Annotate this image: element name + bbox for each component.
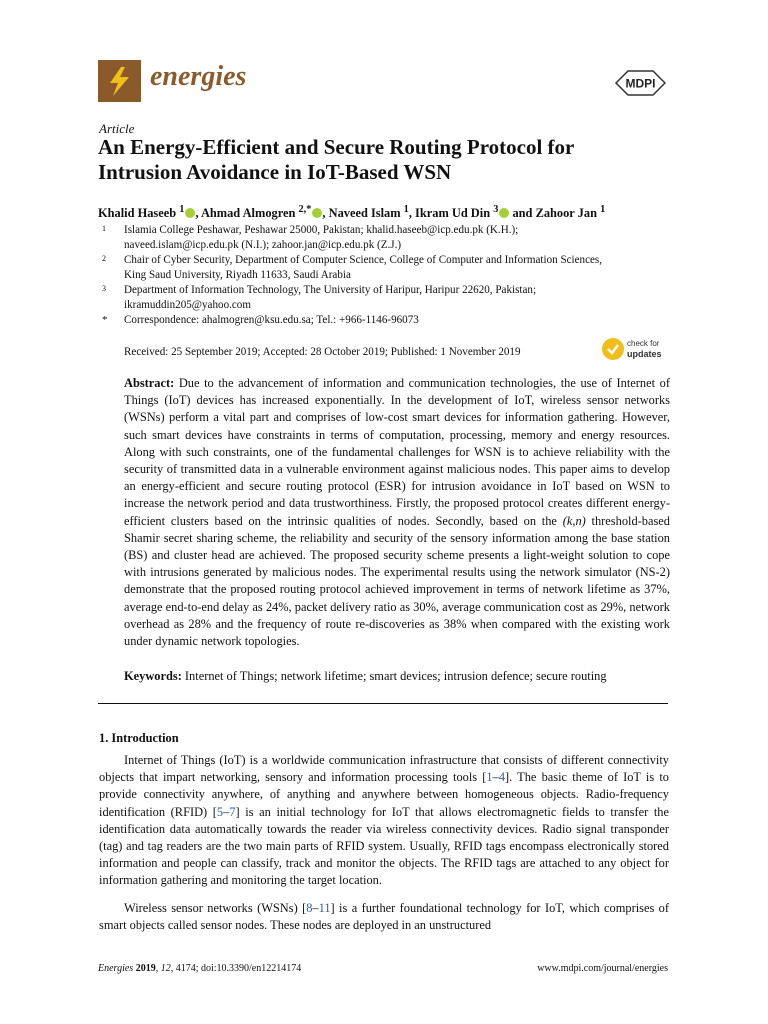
citation-link[interactable]: 1 [486, 770, 493, 785]
author-separator: , [195, 206, 201, 221]
citation-link[interactable]: 8 [306, 901, 313, 915]
citation-link[interactable]: 7 [229, 804, 236, 819]
abstract-kn: (k,n) [562, 513, 586, 528]
correspondence-line: Correspondence: ahalmogren@ksu.edu.sa; Tel.: +966-1146-96073 [124, 314, 419, 326]
footer-doi[interactable]: , 4174; doi:10.3390/en12214174 [170, 963, 302, 974]
affiliation-item [99, 223, 679, 253]
affiliation-line: naveed.islam@icp.edu.pk (N.I.); zahoor.jan@icp.edu.pk (Z.J.) [124, 239, 402, 251]
citation-link[interactable]: 5 [216, 804, 224, 819]
footer-volume: 12 [160, 963, 171, 974]
correspondence-marker: * [102, 314, 108, 326]
author-list [98, 202, 678, 221]
author-name: Naveed Islam [328, 206, 401, 221]
check-updates-line2: updates [627, 349, 662, 359]
affiliation-line: Islamia College Peshawar, Peshawar 25000, Pakistan; khalid.haseeb@icp.edu.pk (K.H.); [124, 224, 519, 236]
check-updates-line1: check for [627, 339, 660, 348]
footer-journal-url[interactable]: www.mdpi.com/journal/energies [537, 963, 668, 974]
author-name: Zahoor Jan [535, 206, 597, 221]
author-name: Ahmad Almogren [200, 206, 296, 221]
affiliation-number: 1 [102, 224, 106, 233]
publisher-name: MDPI [625, 76, 656, 91]
citation-dash: – [312, 901, 319, 915]
abstract [124, 375, 670, 650]
abstract-text-cont: threshold-based Shamir secret sharing scheme, the reliability and security of the sensory information among the base station (BS) and cluster head are achieved. The proposed security scheme presents a light-weight solution to cope with intrusions generated by malicious nodes. The experimental results using the network simulator (NS-2) demonstrate that the proposed routing protocol achieved improvement in terms of network lifetime as 37%, average end-to-end delay as 24%, packet delivery ratio as 30%, average communication cost as 29%, network overhead as 28% and the frequency of route re-discoveries as 38% when compared with the existing work under dynamic network topologies. [124, 513, 670, 649]
article-type: Article [99, 121, 135, 136]
affiliation-line: Department of Information Technology, The University of Haripur, Haripur 22620, Pakistan; [124, 284, 537, 296]
affiliation-line: King Saud University, Riyadh 11633, Saudi Arabia [124, 269, 351, 281]
paragraph-text: ] is a further foundational technology for IoT, which comprises of smart objects called sensor nodes. These nodes are deployed in an unstructured [99, 901, 669, 933]
footer-citation: Energies 2019, 12, 4174; doi:10.3390/en12214174 [98, 963, 302, 974]
orcid-icon[interactable] [185, 208, 195, 218]
author-name: Khalid Haseeb [98, 206, 177, 221]
affiliation-number: 3 [102, 284, 106, 293]
citation-dash: – [223, 804, 230, 819]
affiliations [99, 223, 679, 328]
section-heading: 1. Introduction [99, 731, 179, 745]
author-affil: 3 [493, 204, 499, 215]
author-separator: , [408, 206, 416, 221]
author-affil: 1 [600, 204, 606, 215]
affiliation-item [99, 283, 679, 313]
intro-paragraph-1 [99, 752, 669, 890]
check-updates-icon [602, 338, 624, 360]
title-line: An Energy-Efficient and Secure Routing Protocol for [98, 135, 575, 159]
paragraph-text: ]. The basic theme of IoT is to provide connectivity anywhere, of anything and anywhere between homogeneous objects. Radio-frequency identification (RFID) [ [99, 770, 669, 819]
intro-paragraph-2 [99, 900, 669, 934]
abstract-label: Abstract: [124, 376, 175, 390]
citation-link[interactable]: 11 [318, 901, 331, 915]
footer-journal: Energies [98, 963, 134, 974]
affiliation-line: ikramuddin205@yahoo.com [124, 299, 251, 311]
orcid-icon[interactable] [312, 208, 322, 218]
paragraph-text: Internet of Things (IoT) is a worldwide communication infrastructure that consists of different connectivity objects that impart networking, sensory and information processing tools [ [99, 753, 669, 785]
author-name: Ikram Ud Din [415, 206, 491, 221]
author-separator: and [509, 206, 536, 221]
footer-year: 2019 [135, 963, 156, 974]
correspondence-item [99, 313, 679, 328]
keywords [124, 668, 670, 685]
paragraph-text: ] is an initial technology for IoT that allows electromagnetic fields to transfer the identification data automatically towards the reader via wireless connectivity devices. Radio signal transponder (tag) and tag readers are the two main parts of RFID system. Usually, RFID tags encompass electronically stored information and people can classify, track and monitor the objects. The RFID tags are attached to any object for information gathering and monitoring the target location. [99, 804, 669, 888]
journal-name[interactable]: energies [150, 61, 247, 92]
affiliation-number: 2 [102, 254, 106, 263]
author-affil: 1 [403, 204, 409, 215]
affiliation-item [99, 253, 679, 283]
orcid-icon[interactable] [499, 208, 509, 218]
author-affil: 1 [179, 204, 185, 215]
citation-dash: – [492, 770, 499, 785]
publication-dates: Received: 25 September 2019; Accepted: 28 October 2019; Published: 1 November 2019 [124, 346, 521, 358]
abstract-text: Due to the advancement of information and communication technologies, the use of Internet of Things (IoT) devices has increased exponentially. In the development of IoT, wireless sensor networks (WSNs) perform a vital part and comprises of low-cost smart devices for information gathering. However, such smart devices have constraints in terms of computation, processing, memory and energy resources. Along with such constraints, one of the fundamental challenges for WSN is to achieve reliability with the security of transmitted data in a vulnerable environment against malicious nodes. This paper aims to develop an energy-efficient and secure routing protocol (ESR) for intrusion avoidance in IoT based on WSN to increase the network period and data trustworthiness. Firstly, the proposed protocol creates different energy-efficient clusters based on the intrinsic qualities of nodes. Secondly, based on the [124, 376, 670, 528]
author-affil: 2,* [298, 204, 312, 215]
journal-logo [98, 60, 141, 102]
keywords-label: Keywords: [124, 669, 182, 683]
paper-title [98, 135, 678, 185]
title-line: Intrusion Avoidance in IoT-Based WSN [98, 160, 452, 184]
affiliation-line: Chair of Cyber Security, Department of Computer Science, College of Computer and Information Sciences, [124, 254, 603, 266]
paragraph-text: Wireless sensor networks (WSNs) [ [124, 901, 307, 915]
author-separator: , [322, 206, 329, 221]
mdpi-logo[interactable] [614, 70, 666, 96]
section-divider [98, 703, 668, 704]
citation-link[interactable]: 4 [498, 770, 506, 785]
check-for-updates-button[interactable] [602, 338, 672, 362]
keywords-text: Internet of Things; network lifetime; smart devices; intrusion defence; secure routing [181, 669, 607, 683]
lightning-icon [98, 60, 141, 102]
